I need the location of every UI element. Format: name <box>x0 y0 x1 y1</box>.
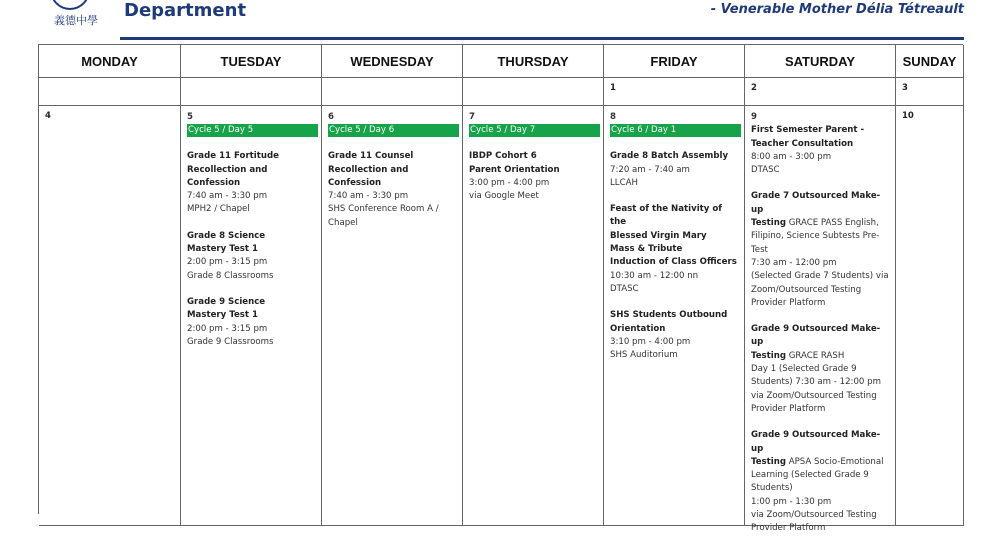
day-header-sunday: SUNDAY <box>896 45 964 78</box>
event-detail: Provider Platform <box>751 297 826 308</box>
event-detail: Test <box>751 244 768 255</box>
event-title: Feast of the Nativity of the <box>610 204 722 228</box>
event-title: SHS Students Outbound <box>610 310 728 321</box>
weekday-header-row <box>39 45 964 78</box>
event-title: Grade 9 Science <box>187 296 266 307</box>
day-content <box>187 111 317 362</box>
event-location: MPH2 / Chapel <box>187 204 250 215</box>
event-block <box>328 150 458 230</box>
event-title: First Semester Parent - <box>751 125 865 136</box>
event-time: 7:30 am - 12:00 pm <box>751 257 837 268</box>
event-location: DTASC <box>751 165 780 176</box>
event-location: SHS Conference Room A / <box>328 204 439 215</box>
day-content <box>751 111 891 549</box>
event-detail: via Zoom/Outsourced Testing <box>751 390 877 401</box>
event-title: Blessed Virgin Mary <box>610 230 707 241</box>
day-number: 7 <box>469 112 475 122</box>
event-title: Testing <box>751 456 786 467</box>
event-title: Recollection and Confession <box>328 164 409 188</box>
day-cell-7 <box>463 106 604 526</box>
event-location: SHS Auditorium <box>610 350 678 361</box>
event-time: 1:00 pm - 1:30 pm <box>751 496 832 507</box>
day-cell-10 <box>896 106 964 526</box>
day-cell-empty <box>39 78 181 106</box>
event-title: Recollection and Confession <box>187 164 268 188</box>
event-time: 8:00 am - 3:00 pm <box>751 151 832 162</box>
event-title: Parent Orientation <box>469 164 560 175</box>
event-grade9-apsa-testing <box>751 429 891 535</box>
event-detail: Day 1 (Selected Grade 9 <box>751 364 857 375</box>
event-title: Mastery Test 1 <box>187 244 258 255</box>
event-detail: Zoom/Outsourced Testing <box>751 284 862 295</box>
event-detail <box>751 350 891 363</box>
event-detail: (Selected Grade 7 Students) via <box>751 271 889 282</box>
day-header-thursday: THURSDAY <box>463 45 604 78</box>
cycle-day-badge: Cycle 6 / Day 1 <box>610 124 741 137</box>
event-title: IBDP Cohort 6 <box>469 151 537 162</box>
event-detail: Students) <box>751 483 793 494</box>
day-number: 6 <box>328 112 334 122</box>
event-title: Grade 11 Counsel <box>328 151 414 162</box>
school-seal-logo <box>50 0 90 10</box>
event-detail: Students) 7:30 am - 12:00 pm <box>751 377 881 388</box>
event-title: Mastery Test 1 <box>187 310 258 321</box>
week-row-1 <box>39 78 964 106</box>
quote-attribution: - Venerable Mother Délia Tétreault <box>710 2 964 17</box>
day-number: 10 <box>902 111 914 121</box>
day-cell-1 <box>604 78 745 106</box>
event-title: Grade 8 Batch Assembly <box>610 151 729 162</box>
event-detail-text: APSA Socio-Emotional <box>786 456 884 467</box>
event-location: LLCAH <box>610 177 638 188</box>
event-detail: Provider Platform <box>751 403 826 414</box>
event-title: Mass & Tribute <box>610 244 683 255</box>
event-time: 7:20 am - 7:40 am <box>610 164 690 175</box>
school-chinese-name: 義德中學 <box>54 14 98 27</box>
cycle-day-badge: Cycle 5 / Day 7 <box>469 124 600 137</box>
event-block <box>187 230 317 283</box>
event-title: Grade 11 Fortitude <box>187 151 279 162</box>
event-grade9-rash-testing <box>751 323 891 416</box>
day-cell-6 <box>322 106 463 526</box>
cycle-day-badge: Cycle 5 / Day 5 <box>187 124 318 137</box>
event-time: 3:00 pm - 4:00 pm <box>469 177 550 188</box>
event-time: 10:30 am - 12:00 nn <box>610 270 699 281</box>
event-title: Grade 9 Outsourced Make-up <box>751 324 881 348</box>
day-cell-2 <box>745 78 896 106</box>
event-detail <box>751 456 891 469</box>
event-block <box>187 296 317 349</box>
page-header <box>0 0 1000 44</box>
event-block <box>610 309 740 362</box>
event-title: Testing <box>751 350 786 361</box>
event-time: 7:40 am - 3:30 pm <box>328 191 409 202</box>
day-header-wednesday: WEDNESDAY <box>322 45 463 78</box>
event-detail: Learning (Selected Grade 9 <box>751 470 869 481</box>
header-divider <box>120 37 964 40</box>
event-title: Teacher Consultation <box>751 138 854 149</box>
day-cell-empty <box>463 78 604 106</box>
day-header-friday: FRIDAY <box>604 45 745 78</box>
event-title: Induction of Class Officers <box>610 257 737 268</box>
day-cell-9 <box>745 106 896 534</box>
event-detail: Provider Platform <box>751 523 826 534</box>
day-header-tuesday: TUESDAY <box>181 45 322 78</box>
event-block <box>610 150 740 190</box>
day-number: 9 <box>751 112 757 122</box>
event-location: DTASC <box>610 283 639 294</box>
event-detail-text: GRACE PASS English, <box>786 218 879 229</box>
day-header-saturday: SATURDAY <box>745 45 896 78</box>
day-content <box>328 111 458 243</box>
event-detail: Filipino, Science Subtests Pre- <box>751 231 880 242</box>
event-block <box>187 150 317 216</box>
event-location: Chapel <box>328 217 358 228</box>
event-grade7-makeup-testing <box>751 190 891 310</box>
cycle-day-badge: Cycle 5 / Day 6 <box>328 124 459 137</box>
day-header-monday: MONDAY <box>39 45 181 78</box>
day-cell-8 <box>604 106 745 526</box>
calendar-grid <box>38 44 963 534</box>
event-time: 7:40 am - 3:30 pm <box>187 191 268 202</box>
event-title: Orientation <box>610 323 666 334</box>
event-title: Testing <box>751 218 786 229</box>
event-parent-teacher-consultation <box>751 124 891 177</box>
event-block <box>610 203 740 296</box>
day-number: 3 <box>902 83 908 93</box>
week-row-2 <box>39 106 964 534</box>
event-time: 2:00 pm - 3:15 pm <box>187 257 268 268</box>
event-title: Grade 7 Outsourced Make-up <box>751 191 881 215</box>
day-cell-empty <box>322 78 463 106</box>
event-location: via Google Meet <box>469 191 539 202</box>
event-title: Grade 9 Outsourced Make-up <box>751 430 881 454</box>
day-cell-4 <box>39 106 181 526</box>
day-content <box>469 111 599 216</box>
day-content <box>610 111 740 375</box>
event-detail-text: GRACE RASH <box>786 350 845 361</box>
event-location: Grade 8 Classrooms <box>187 270 274 281</box>
day-number: 4 <box>45 111 51 121</box>
day-cell-3 <box>896 78 964 106</box>
event-detail: via Zoom/Outsourced Testing <box>751 510 877 521</box>
event-time: 2:00 pm - 3:15 pm <box>187 323 268 334</box>
day-number: 5 <box>187 112 193 122</box>
day-number: 1 <box>610 83 616 93</box>
event-title: Grade 8 Science <box>187 230 266 241</box>
day-number: 2 <box>751 83 757 93</box>
day-number: 8 <box>610 112 616 122</box>
day-cell-empty <box>181 78 322 106</box>
day-cell-5 <box>181 106 322 526</box>
event-location: Grade 9 Classrooms <box>187 336 274 347</box>
department-title: Department <box>124 0 247 21</box>
event-detail <box>751 217 891 230</box>
event-time: 3:10 pm - 4:00 pm <box>610 336 691 347</box>
event-block <box>469 150 599 203</box>
